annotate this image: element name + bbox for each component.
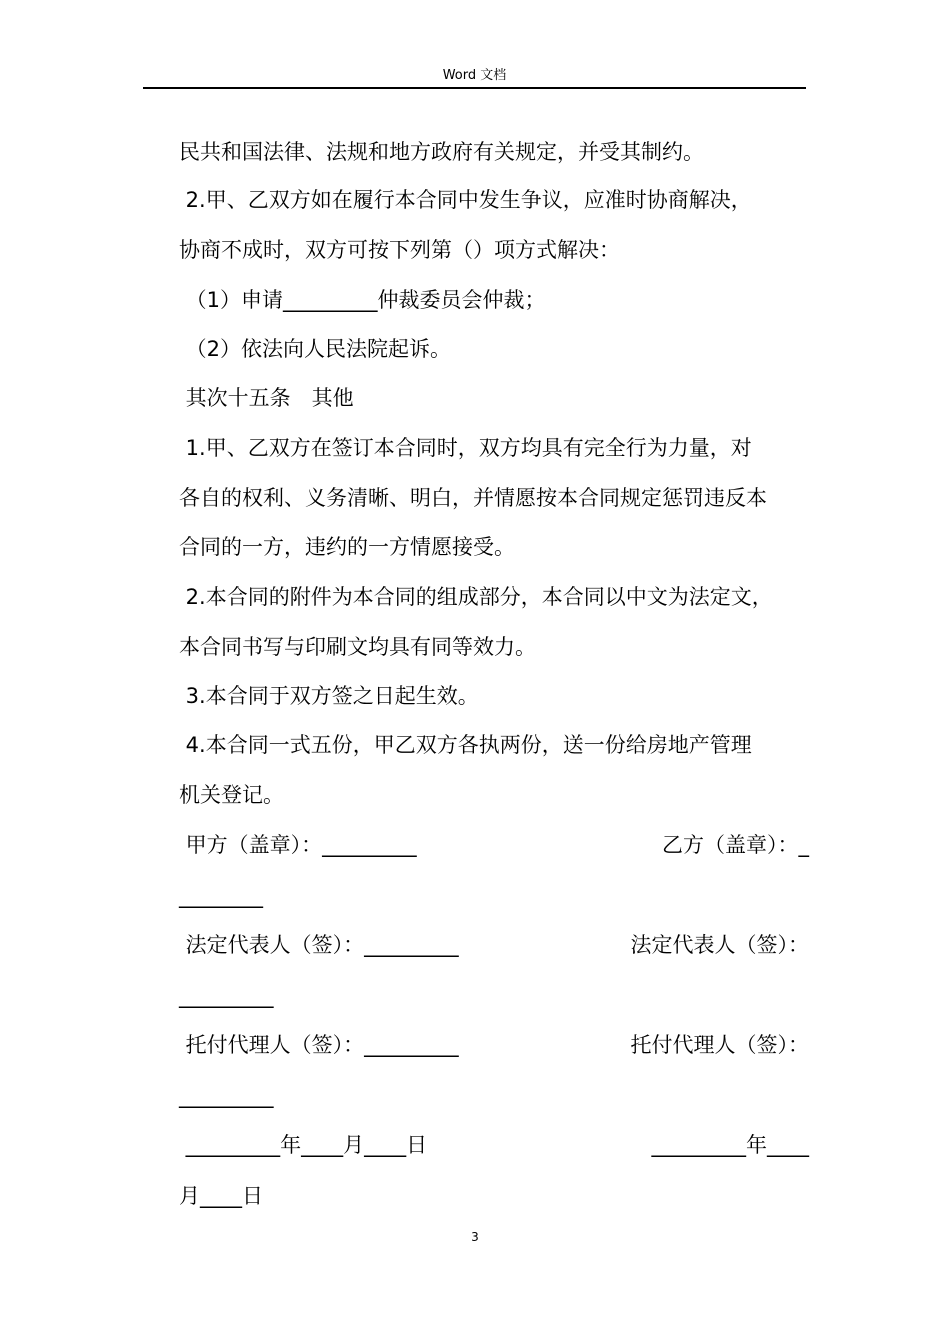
party-b-seal-line: 乙方（盖章）：_ — [662, 833, 809, 857]
paragraph-line: 机关登记。 — [179, 783, 284, 807]
paragraph-line: 3.本合同于双方签之日起生效。 — [179, 684, 479, 708]
paragraph-line: 4.本合同一式五份，甲乙双方各执两份，送一份给房地产管理 — [179, 733, 752, 757]
page-header-title: Word 文档 — [442, 68, 507, 83]
party-b-seal-continuation: ________ — [179, 884, 263, 908]
legal-rep-b-continuation: _________ — [179, 984, 274, 1008]
section-heading: 其次十五条 其他 — [179, 386, 354, 410]
date-b-continuation: 月____日 — [179, 1184, 263, 1208]
legal-rep-a-line: 法定代表人（签）：_________ — [179, 933, 459, 957]
agent-b-line: 托付代理人（签）： — [630, 1033, 809, 1057]
paragraph-line: 各自的权利、义务清晰、明白，并情愿按本合同规定惩罚违反本 — [179, 486, 767, 510]
paragraph-line: 2.本合同的附件为本合同的组成部分，本合同以中文为法定文， — [179, 585, 773, 609]
date-a-line: _________年____月____日 — [179, 1133, 428, 1157]
agent-b-continuation: _________ — [179, 1084, 274, 1108]
page-number: 3 — [471, 1230, 479, 1244]
paragraph-line: 民共和国法律、法规和地方政府有关规定，并受其制约。 — [179, 140, 704, 164]
paragraph-line: （1）申请_________仲裁委员会仲裁； — [179, 288, 546, 312]
paragraph-line: （2）依法向人民法院起诉。 — [179, 337, 452, 361]
agent-a-line: 托付代理人（签）：_________ — [179, 1033, 459, 1057]
date-b-line: _________年____ — [651, 1133, 809, 1157]
paragraph-line: 2.甲、乙双方如在履行本合同中发生争议，应准时协商解决， — [179, 188, 752, 212]
header-rule — [143, 87, 806, 89]
party-a-seal-line: 甲方（盖章）：_________ — [179, 833, 417, 857]
paragraph-line: 合同的一方，违约的一方情愿接受。 — [179, 535, 515, 559]
legal-rep-b-line: 法定代表人（签）： — [630, 933, 809, 957]
paragraph-line: 1.甲、乙双方在签订本合同时，双方均具有完全行为力量，对 — [179, 436, 752, 460]
paragraph-line: 协商不成时，双方可按下列第（）项方式解决： — [179, 238, 620, 262]
paragraph-line: 本合同书写与印刷文均具有同等效力。 — [179, 635, 536, 659]
